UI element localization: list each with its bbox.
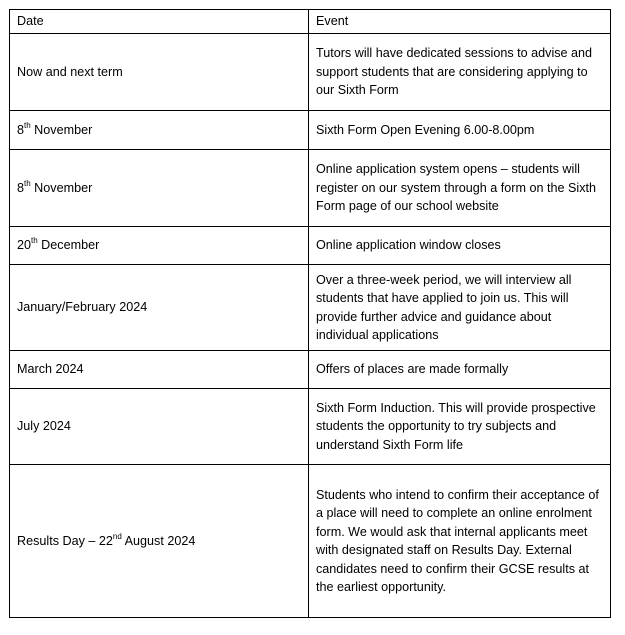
ordinal-suffix: th — [24, 120, 31, 130]
event-cell: Tutors will have dedicated sessions to advise and support students that are considering applying to our Sixth Form — [309, 34, 611, 111]
table-row — [10, 351, 611, 389]
date-cell: Now and next term — [10, 34, 309, 111]
header-row — [10, 10, 611, 34]
day-number: 8 — [17, 180, 25, 195]
date-cell: January/February 2024 — [10, 265, 309, 351]
table-row — [10, 389, 611, 465]
event-cell: Online application system opens – students will register on our system through a form on the Sixth Form page of our school website — [309, 150, 611, 227]
day-number: 8 — [17, 122, 25, 137]
date-cell: July 2024 — [10, 389, 309, 465]
event-cell: Students who intend to confirm their acceptance of a place will need to complete an online enrolment form. We would ask that internal applicants meet with designated staff on Results Day. External candidates need to confirm their GCSE results at the earliest opportunity. — [309, 465, 611, 618]
day-number: 20 — [17, 238, 32, 253]
date-prefix: Results Day – 22 — [17, 533, 113, 548]
month-text: November — [30, 180, 93, 195]
table-row — [10, 111, 611, 150]
table-row — [10, 34, 611, 111]
event-header: Event — [309, 10, 611, 34]
table-row — [10, 265, 611, 351]
table-row — [10, 150, 611, 227]
event-cell: Sixth Form Induction. This will provide prospective students the opportunity to try subjects and understand Sixth Form life — [309, 389, 611, 465]
month-text: August 2024 — [121, 533, 196, 548]
date-cell — [10, 150, 309, 227]
event-cell: Sixth Form Open Evening 6.00-8.00pm — [309, 111, 611, 150]
date-cell — [10, 227, 309, 265]
event-cell: Online application window closes — [309, 227, 611, 265]
ordinal-suffix: nd — [112, 531, 122, 541]
date-cell — [10, 111, 309, 150]
date-cell: March 2024 — [10, 351, 309, 389]
timeline-table — [9, 9, 611, 618]
table-row — [10, 465, 611, 618]
month-text: November — [30, 122, 93, 137]
event-cell: Over a three-week period, we will interview all students that have applied to join us. This will provide further advice and guidance about individual applications — [309, 265, 611, 351]
date-cell — [10, 465, 309, 618]
ordinal-suffix: th — [24, 178, 31, 188]
event-cell: Offers of places are made formally — [309, 351, 611, 389]
ordinal-suffix: th — [31, 236, 38, 246]
date-header: Date — [10, 10, 309, 34]
table-row — [10, 227, 611, 265]
month-text: December — [37, 238, 100, 253]
